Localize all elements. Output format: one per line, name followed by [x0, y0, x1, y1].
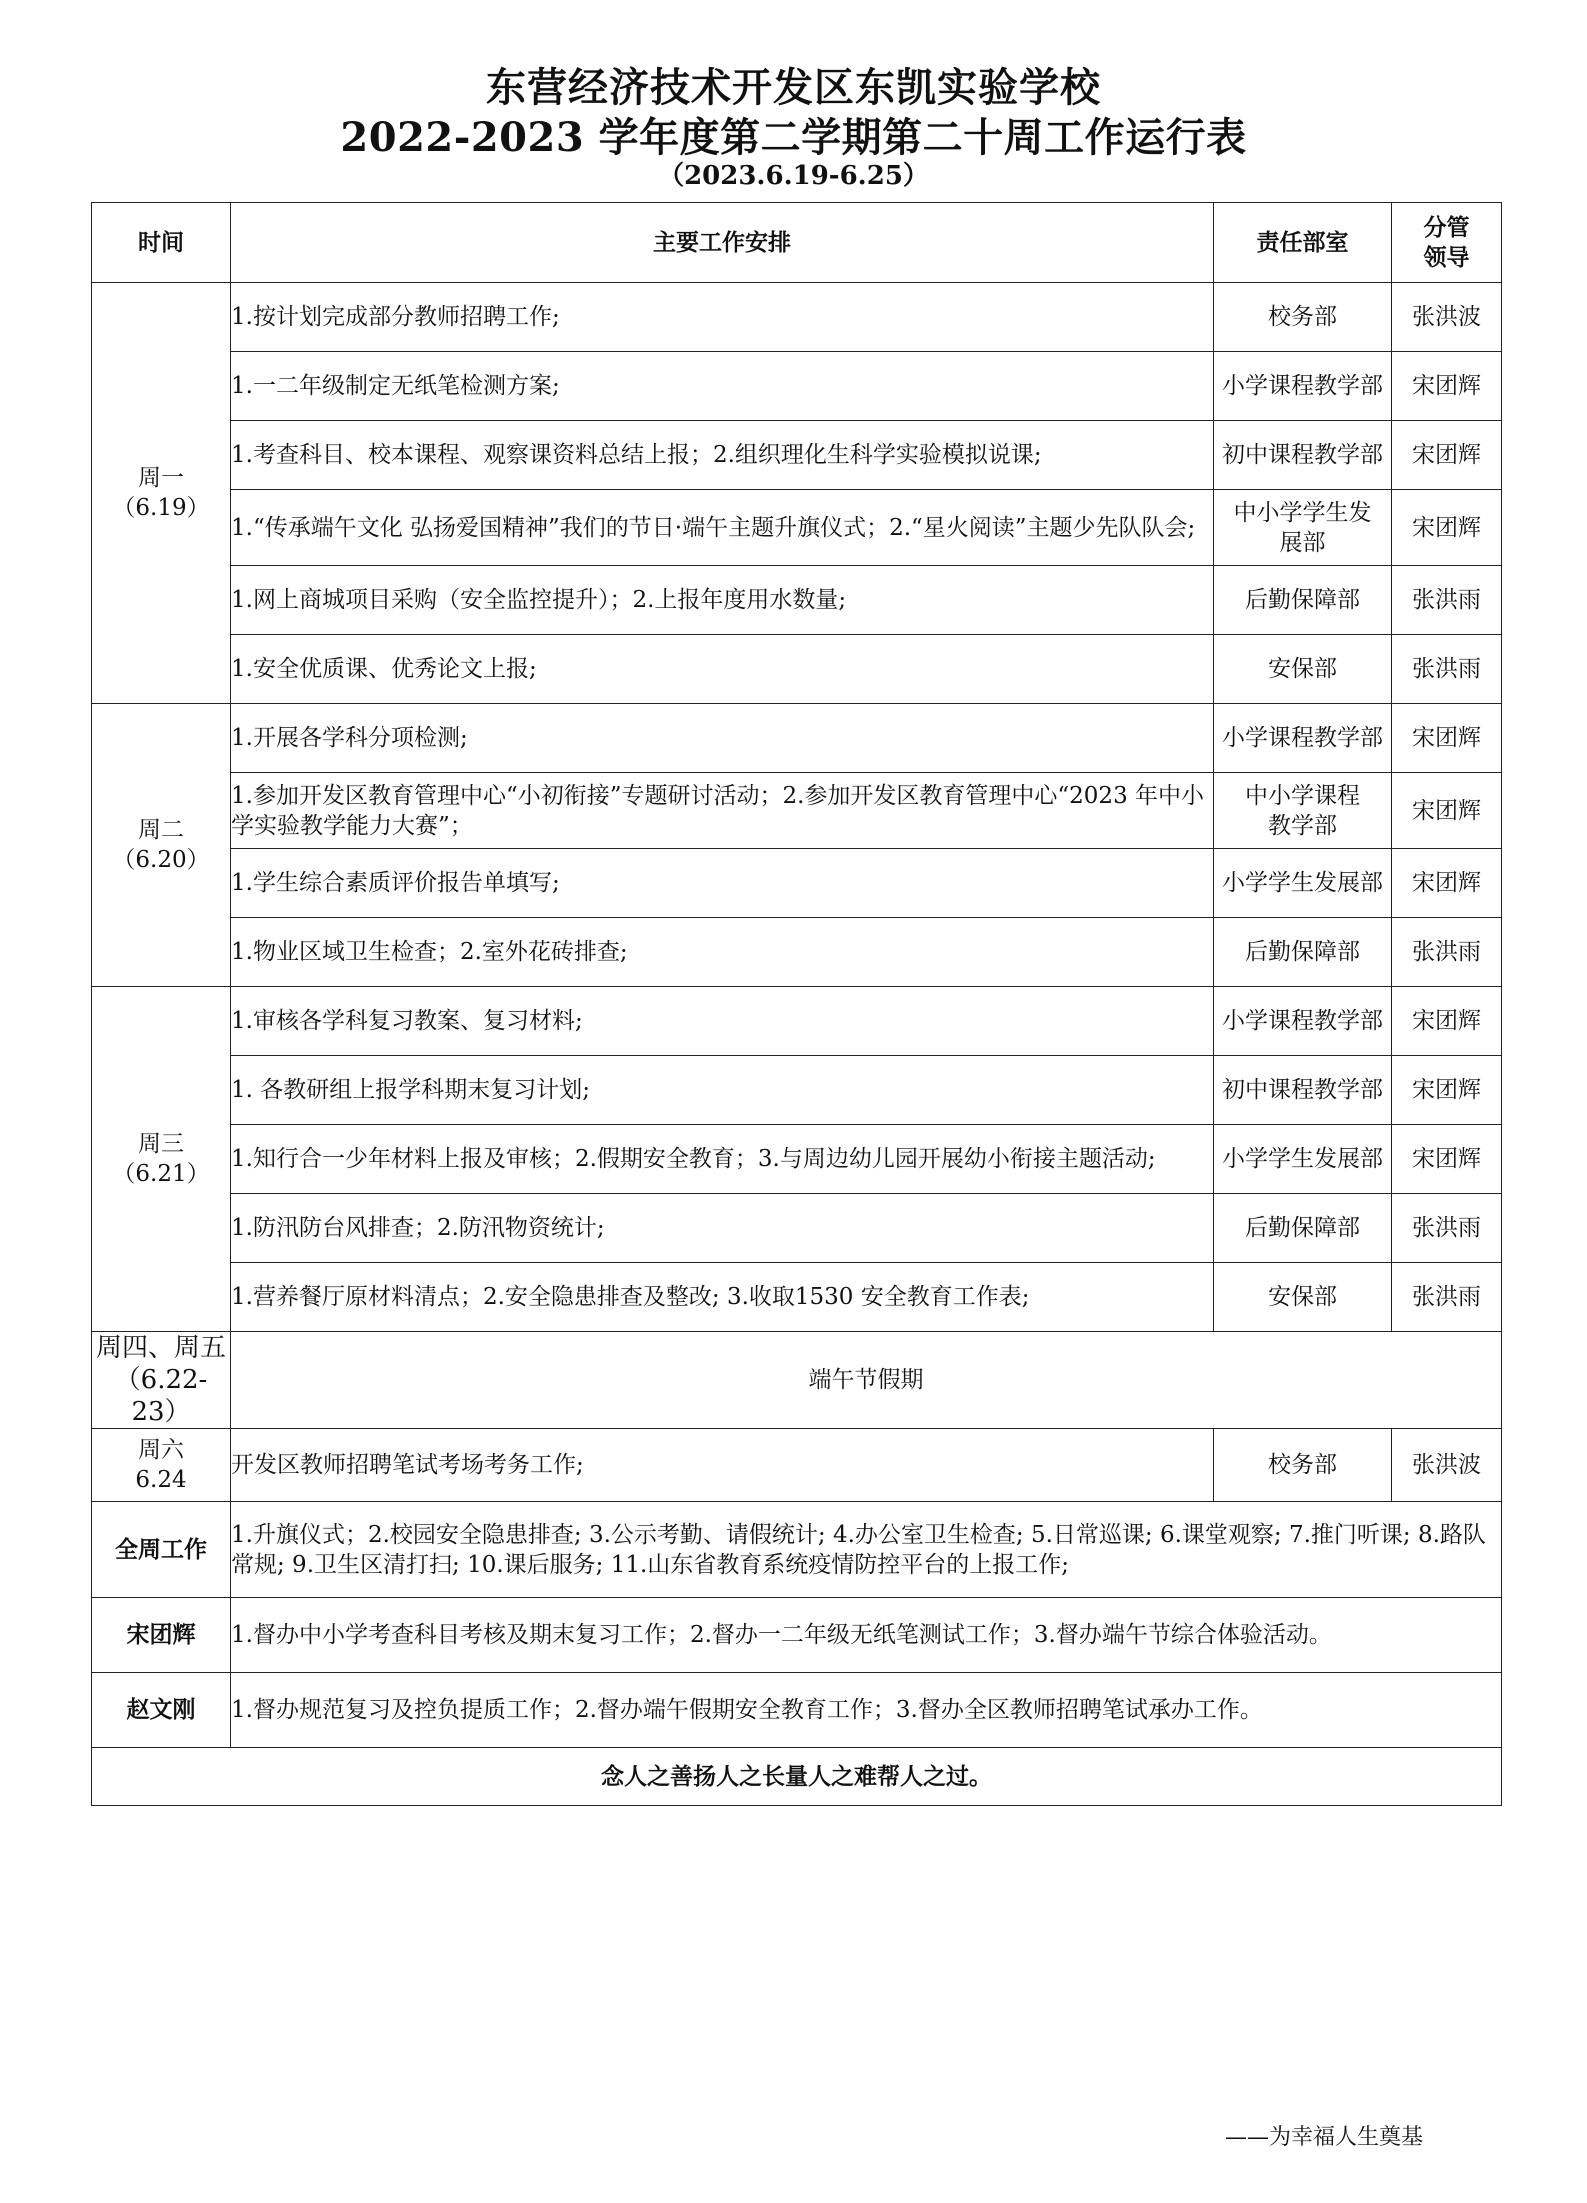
task-cell: 1. 各教研组上报学科期末复习计划;: [231, 1056, 1214, 1125]
table-row: [92, 1194, 1502, 1263]
day-name: 周一: [138, 465, 184, 491]
lead-cell: 张洪波: [1392, 283, 1502, 352]
leader-name: 宋团辉: [92, 1598, 231, 1673]
dept-cell: 小学课程教学部: [1214, 352, 1392, 421]
day-date: （6.22-23）: [114, 1365, 208, 1427]
lead-cell: 张洪波: [1392, 1429, 1502, 1502]
task-cell: 1.按计划完成部分教师招聘工作;: [231, 283, 1214, 352]
dept-cell: 后勤保障部: [1214, 918, 1392, 987]
day-name: 周六: [138, 1437, 184, 1463]
table-row: [92, 849, 1502, 918]
lead-cell: 张洪雨: [1392, 566, 1502, 635]
dept-cell: 小学课程教学部: [1214, 704, 1392, 773]
task-cell: 1.网上商城项目采购（安全监控提升）；2.上报年度用水数量;: [231, 566, 1214, 635]
holiday-text: 端午节假期: [231, 1332, 1502, 1429]
lead-cell: 宋团辉: [1392, 773, 1502, 849]
table-row: [92, 704, 1502, 773]
dept-cell: 初中课程教学部: [1214, 421, 1392, 490]
day-name: 周三: [138, 1131, 184, 1157]
col-tasks: 主要工作安排: [231, 203, 1214, 283]
leader-text: 1.督办中小学考查科目考核及期末复习工作；2.督办一二年级无纸笔测试工作；3.督办端午节综合体验活动。: [231, 1598, 1502, 1673]
col-time: 时间: [92, 203, 231, 283]
task-cell: 1.考查科目、校本课程、观察课资料总结上报；2.组织理化生科学实验模拟说课;: [231, 421, 1214, 490]
lead-cell: 宋团辉: [1392, 1125, 1502, 1194]
table-row: [92, 566, 1502, 635]
task-cell: 1.“传承端午文化 弘扬爱国精神”我们的节日·端午主题升旗仪式；2.“星火阅读”主题少先队队会;: [231, 490, 1214, 566]
date-range: （2023.6.19-6.25）: [658, 161, 929, 191]
weekly-label: 全周工作: [92, 1502, 231, 1598]
dept-cell: 后勤保障部: [1214, 566, 1392, 635]
col-lead: [1392, 203, 1502, 283]
lead-cell: 张洪雨: [1392, 1263, 1502, 1332]
task-cell: 开发区教师招聘笔试考场考务工作;: [231, 1429, 1214, 1502]
lead-cell: 宋团辉: [1392, 987, 1502, 1056]
weekly-row: [92, 1502, 1502, 1598]
task-cell: 1.参加开发区教育管理中心“小初衔接”专题研讨活动；2.参加开发区教育管理中心“2023 年中小学实验教学能力大赛”；: [231, 773, 1214, 849]
table-row: [92, 773, 1502, 849]
lead-cell: 张洪雨: [1392, 918, 1502, 987]
holiday-row: [92, 1332, 1502, 1429]
dept-cell: 中小学学生发展部: [1214, 490, 1392, 566]
dept-cell: 初中课程教学部: [1214, 1056, 1392, 1125]
table-row: [92, 352, 1502, 421]
task-cell: 1.学生综合素质评价报告单填写;: [231, 849, 1214, 918]
task-cell: 1.安全优质课、优秀论文上报;: [231, 635, 1214, 704]
day-date: （6.21）: [112, 1161, 210, 1187]
dept-cell: 小学学生发展部: [1214, 1125, 1392, 1194]
dept-cell: 安保部: [1214, 1263, 1392, 1332]
schedule-title: 2022-2023 学年度第二学期第二十周工作运行表: [340, 114, 1247, 161]
task-cell: 1.营养餐厅原材料清点；2.安全隐患排查及整改; 3.收取1530 安全教育工作表;: [231, 1263, 1214, 1332]
leader-row: [92, 1673, 1502, 1748]
task-cell: 1.审核各学科复习教案、复习材料;: [231, 987, 1214, 1056]
table-row: [92, 987, 1502, 1056]
day-cell-saturday: [92, 1429, 231, 1502]
day-cell-monday: [92, 283, 231, 704]
table-row: [92, 283, 1502, 352]
table-row: [92, 421, 1502, 490]
dept-cell: 校务部: [1214, 283, 1392, 352]
day-cell-holiday: [92, 1332, 231, 1429]
table-row: [92, 1263, 1502, 1332]
task-cell: 1.物业区域卫生检查；2.室外花砖排查;: [231, 918, 1214, 987]
weekly-text: 1.升旗仪式；2.校园安全隐患排查; 3.公示考勤、请假统计; 4.办公室卫生检查; 5.日常巡课; 6.课堂观察; 7.推门听课; 8.路队常规; 9.卫生区清打扫; 10.课后服务; 11.山东省教育系统疫情防控平台的上报工作;: [231, 1502, 1502, 1598]
day-cell-tuesday: [92, 704, 231, 987]
table-row: [92, 1125, 1502, 1194]
lead-cell: 张洪雨: [1392, 635, 1502, 704]
day-date: （6.20）: [112, 847, 210, 873]
schedule-table: [91, 202, 1502, 1806]
lead-cell: 宋团辉: [1392, 421, 1502, 490]
table-row: [92, 635, 1502, 704]
day-name: 周二: [138, 817, 184, 843]
lead-cell: 宋团辉: [1392, 1056, 1502, 1125]
day-cell-wednesday: [92, 987, 231, 1332]
motto-row: [92, 1748, 1502, 1806]
leader-text: 1.督办规范复习及控负提质工作；2.督办端午假期安全教育工作；3.督办全区教师招聘笔试承办工作。: [231, 1673, 1502, 1748]
dept-cell: 安保部: [1214, 635, 1392, 704]
lead-cell: 宋团辉: [1392, 490, 1502, 566]
dept-cell: 中小学课程教学部: [1214, 773, 1392, 849]
task-cell: 1.一二年级制定无纸笔检测方案;: [231, 352, 1214, 421]
task-cell: 1.防汛防台风排查；2.防汛物资统计;: [231, 1194, 1214, 1263]
footer-slogan: ——为幸福人生奠基: [1225, 2125, 1424, 2150]
header-row: [92, 203, 1502, 283]
table-row: [92, 1429, 1502, 1502]
lead-cell: 宋团辉: [1392, 352, 1502, 421]
table-row: [92, 1056, 1502, 1125]
lead-cell: 张洪雨: [1392, 1194, 1502, 1263]
day-date: 6.24: [135, 1467, 187, 1493]
day-name: 周四、周五: [95, 1333, 226, 1363]
task-cell: 1.开展各学科分项检测;: [231, 704, 1214, 773]
motto: 念人之善扬人之长量人之难帮人之过。: [92, 1748, 1502, 1806]
leader-name: 赵文刚: [92, 1673, 231, 1748]
table-row: [92, 918, 1502, 987]
lead-cell: 宋团辉: [1392, 704, 1502, 773]
col-lead-line2: 领导: [1423, 244, 1470, 271]
lead-cell: 宋团辉: [1392, 849, 1502, 918]
table-row: [92, 490, 1502, 566]
leader-row: [92, 1598, 1502, 1673]
day-date: （6.19）: [112, 495, 210, 521]
col-dept: 责任部室: [1214, 203, 1392, 283]
task-cell: 1.知行合一少年材料上报及审核；2.假期安全教育；3.与周边幼儿园开展幼小衔接主题活动;: [231, 1125, 1214, 1194]
dept-cell: 小学学生发展部: [1214, 849, 1392, 918]
dept-cell: 小学课程教学部: [1214, 987, 1392, 1056]
dept-cell: 后勤保障部: [1214, 1194, 1392, 1263]
school-name: 东营经济技术开发区东凯实验学校: [486, 64, 1101, 111]
dept-cell: 校务部: [1214, 1429, 1392, 1502]
col-lead-line1: 分管: [1423, 214, 1470, 241]
